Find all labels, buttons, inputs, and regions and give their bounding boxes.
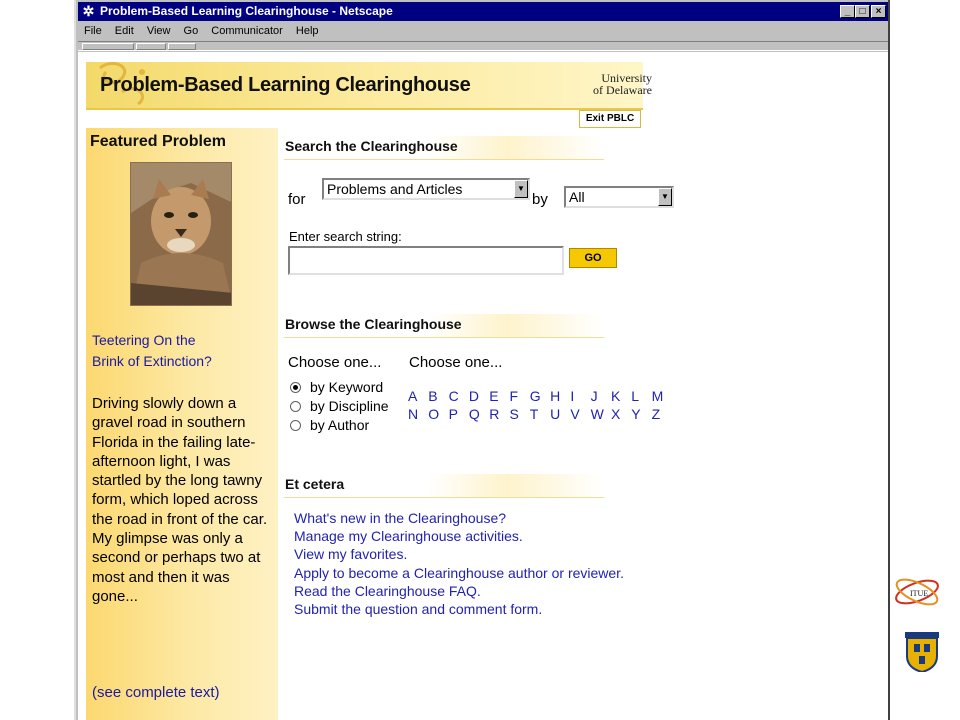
link-faq[interactable]: Read the Clearinghouse FAQ.	[294, 582, 481, 599]
browser-window	[74, 0, 890, 720]
link-view-favorites[interactable]: View my favorites.	[294, 546, 408, 563]
search-heading: Search the Clearinghouse	[284, 136, 604, 160]
site-title: Problem-Based Learning Clearinghouse	[100, 74, 471, 96]
close-button[interactable]: ×	[871, 5, 886, 18]
for-label: for	[288, 191, 306, 208]
search-type-value: Problems and Articles	[327, 181, 463, 197]
page-content	[78, 52, 888, 720]
letter-link-x[interactable]: X	[610, 406, 621, 422]
itue-logo-text: ITUE	[910, 589, 929, 598]
letter-link-i[interactable]: I	[570, 388, 575, 404]
letter-link-y[interactable]: Y	[631, 406, 641, 422]
radio-keyword[interactable]	[290, 382, 301, 393]
maximize-button[interactable]: □	[855, 5, 870, 18]
letter-link-q[interactable]: Q	[468, 406, 480, 422]
alphabet-row-1	[408, 388, 672, 404]
letter-link-f[interactable]: F	[509, 388, 519, 404]
title-bar	[78, 2, 888, 21]
etcetera-links	[294, 509, 624, 618]
search-field-value: All	[569, 189, 585, 205]
by-label: by	[532, 191, 548, 208]
featured-link-line-2[interactable]: Brink of Extinction?	[92, 353, 212, 369]
university-line-1: University	[601, 71, 652, 85]
letter-link-c[interactable]: C	[448, 388, 459, 404]
netscape-icon: ✲	[82, 3, 95, 19]
letter-link-o[interactable]: O	[428, 406, 440, 422]
etcetera-heading: Et cetera	[284, 474, 604, 498]
university-shield-icon	[905, 632, 939, 672]
collapsed-toolbars	[78, 41, 888, 51]
letter-link-h[interactable]: H	[550, 388, 561, 404]
letter-link-n[interactable]: N	[408, 406, 419, 422]
letter-link-a[interactable]: A	[408, 388, 418, 404]
site-banner	[86, 62, 652, 108]
letter-link-t[interactable]: T	[529, 406, 539, 422]
browse-heading: Browse the Clearinghouse	[284, 314, 604, 338]
letter-link-d[interactable]: D	[468, 388, 480, 404]
link-apply-author[interactable]: Apply to become a Clearinghouse author or reviewer.	[294, 564, 624, 581]
letter-link-z[interactable]: Z	[651, 406, 661, 422]
featured-link-line-1[interactable]: Teetering On the	[92, 332, 196, 348]
chevron-down-icon[interactable]: ▼	[658, 188, 672, 206]
window-title: Problem-Based Learning Clearinghouse - Netscape	[100, 4, 393, 18]
search-input[interactable]	[288, 246, 564, 275]
cougar-illustration	[131, 163, 232, 306]
radio-author[interactable]	[290, 420, 301, 431]
browse-by-author-option[interactable]	[290, 416, 369, 434]
browse-by-discipline-option[interactable]	[290, 397, 389, 415]
university-name	[580, 72, 652, 96]
letter-link-u[interactable]: U	[550, 406, 561, 422]
banner-divider	[86, 108, 643, 110]
featured-excerpt: Driving slowly down a gravel road in southern Florida in the failing late-afternoon light, I was startled by the long tawny form, which loped across the road in front of the car. My glimpse was only a second or perhaps two at most and then it was gone...	[92, 395, 268, 605]
radio-label-author: by Author	[310, 417, 370, 433]
menu-help[interactable]: Help	[295, 25, 319, 37]
toolbar-grip-navigation[interactable]	[82, 43, 134, 50]
letter-link-l[interactable]: L	[631, 388, 640, 404]
letter-link-s[interactable]: S	[509, 406, 519, 422]
choose-one-label-left: Choose one...	[288, 354, 382, 371]
link-manage-activities[interactable]: Manage my Clearinghouse activities.	[294, 528, 523, 545]
go-button[interactable]: GO	[569, 248, 617, 268]
university-line-2: of Delaware	[593, 83, 652, 97]
letter-link-m[interactable]: M	[651, 388, 664, 404]
search-field-select[interactable]	[564, 186, 674, 208]
exit-pblc-button[interactable]: Exit PBLC	[579, 110, 641, 128]
cougar-photo[interactable]	[130, 162, 232, 306]
letter-link-w[interactable]: W	[590, 406, 604, 422]
radio-label-discipline: by Discipline	[310, 398, 389, 414]
radio-discipline[interactable]	[290, 401, 301, 412]
toolbar-grip-personal[interactable]	[168, 43, 196, 50]
letter-link-e[interactable]: E	[489, 388, 499, 404]
letter-link-g[interactable]: G	[529, 388, 541, 404]
choose-one-label-right: Choose one...	[409, 354, 503, 371]
browse-by-keyword-option[interactable]	[290, 378, 383, 396]
itue-logo-icon	[893, 572, 941, 612]
minimize-button[interactable]: _	[840, 5, 855, 18]
letter-link-k[interactable]: K	[610, 388, 621, 404]
featured-problem-panel	[86, 128, 278, 720]
letter-link-b[interactable]: B	[428, 388, 438, 404]
menu-bar	[78, 22, 888, 40]
chevron-down-icon[interactable]: ▼	[514, 180, 528, 198]
menu-go[interactable]: Go	[183, 25, 199, 37]
menu-communicator[interactable]: Communicator	[211, 25, 283, 37]
menu-file[interactable]: File	[84, 25, 102, 37]
search-prompt: Enter search string:	[289, 229, 402, 244]
see-complete-text-link[interactable]: (see complete text)	[92, 684, 220, 701]
letter-link-j[interactable]: J	[590, 388, 598, 404]
toolbar-grip-location[interactable]	[136, 43, 166, 50]
featured-problem-link[interactable]	[92, 330, 272, 372]
featured-heading: Featured Problem	[90, 133, 227, 150]
link-whats-new[interactable]: What's new in the Clearinghouse?	[294, 510, 507, 526]
menu-view[interactable]: View	[146, 25, 171, 37]
link-comment-form[interactable]: Submit the question and comment form.	[294, 601, 543, 618]
letter-link-p[interactable]: P	[448, 406, 458, 422]
letter-link-v[interactable]: V	[570, 406, 580, 422]
alphabet-row-2	[408, 406, 672, 422]
radio-label-keyword: by Keyword	[310, 379, 384, 395]
letter-link-r[interactable]: R	[489, 406, 500, 422]
menu-edit[interactable]: Edit	[114, 25, 134, 37]
search-type-select[interactable]	[322, 178, 530, 200]
